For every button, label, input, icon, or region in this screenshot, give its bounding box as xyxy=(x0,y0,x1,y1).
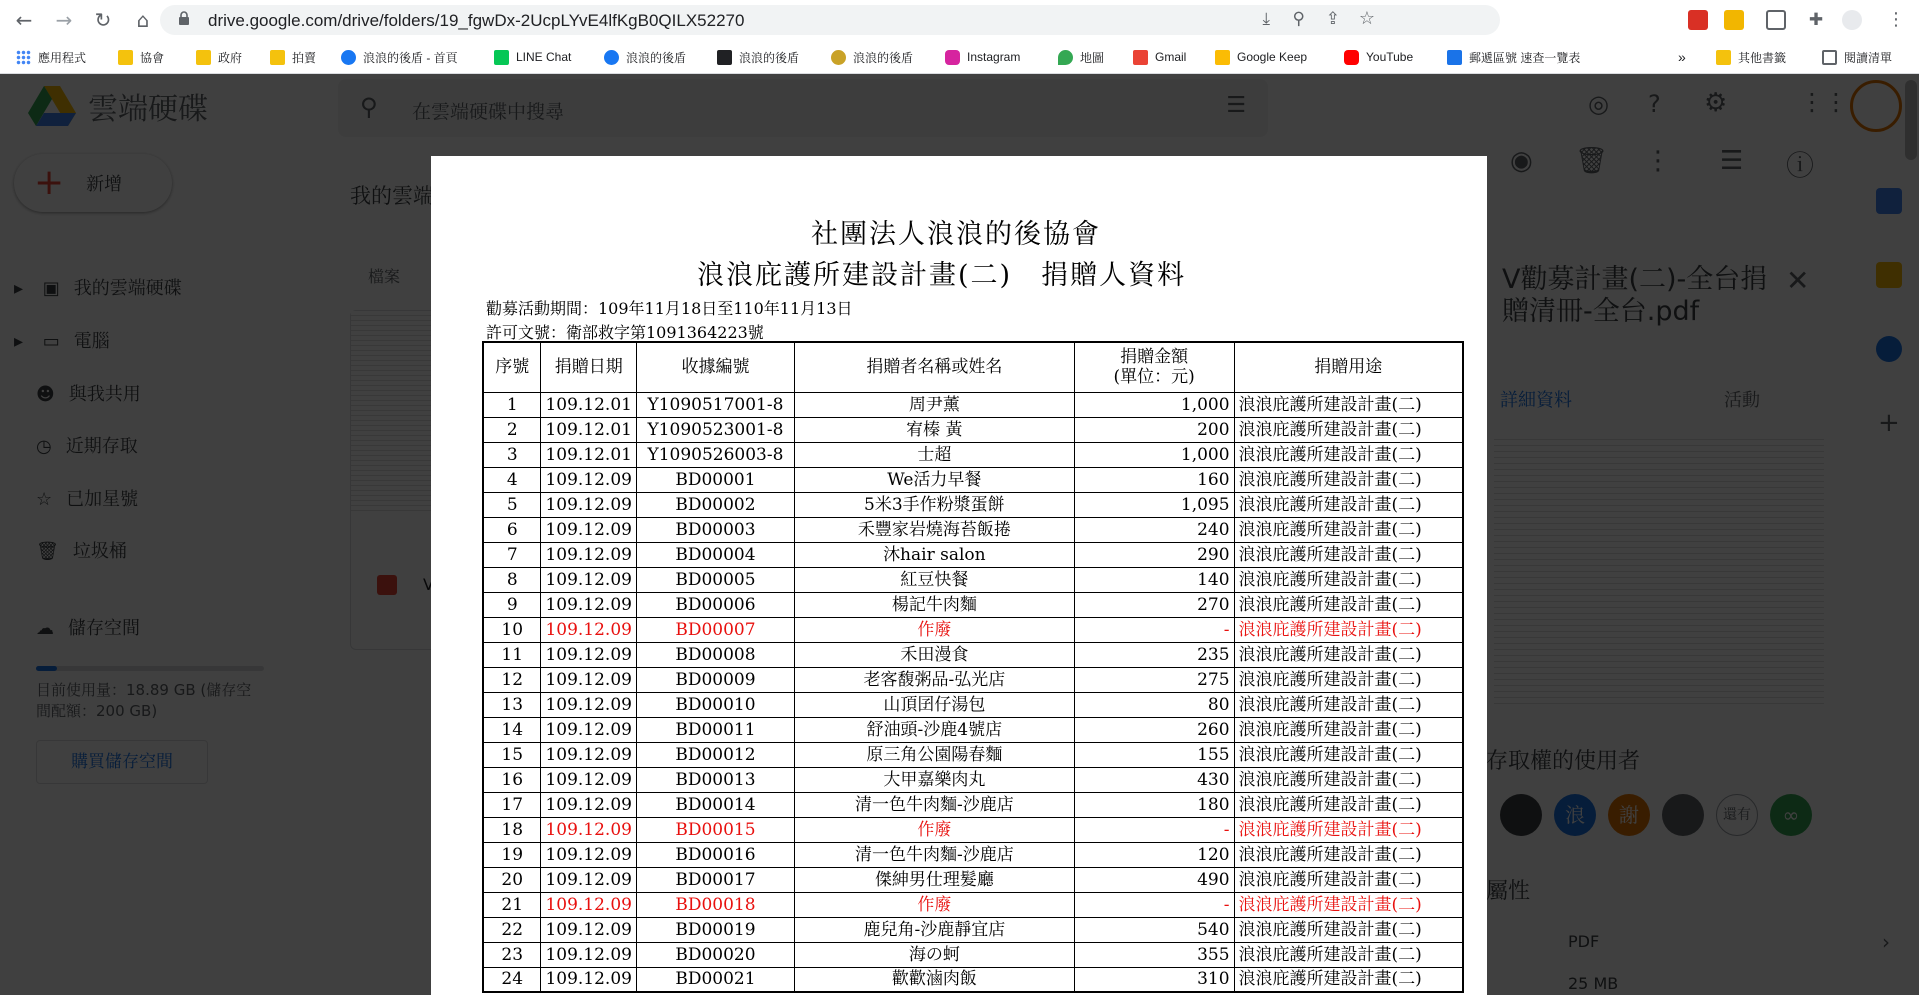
donation-purpose: 浪浪庇護所建設計畫(二) xyxy=(1234,392,1463,417)
table-row xyxy=(483,567,1463,592)
donation-date: 109.12.09 xyxy=(541,567,637,592)
col-header-receipt: 收據編號 xyxy=(636,342,794,392)
col-header-date: 捐贈日期 xyxy=(541,342,637,392)
receipt-number: BD00013 xyxy=(636,767,794,792)
donation-date: 109.12.09 xyxy=(541,792,637,817)
receipt-number: BD00006 xyxy=(636,592,794,617)
donation-date: 109.12.09 xyxy=(541,867,637,892)
table-row xyxy=(483,792,1463,817)
donation-date: 109.12.09 xyxy=(541,967,637,992)
donor-name: 海の蚵 xyxy=(794,942,1074,967)
bookmark-link[interactable]: 郵遞區號 速查一覽表 xyxy=(1447,48,1580,66)
donation-amount: 155 xyxy=(1074,742,1234,767)
apps-grid-icon xyxy=(16,50,31,65)
receipt-number: BD00010 xyxy=(636,692,794,717)
row-number: 15 xyxy=(483,742,541,767)
donor-name: 沐hair salon xyxy=(794,542,1074,567)
bookmark-link[interactable]: Gmail xyxy=(1133,48,1186,66)
donation-purpose: 浪浪庇護所建設計畫(二) xyxy=(1234,442,1463,467)
donation-amount: 310 xyxy=(1074,967,1234,992)
postal-icon xyxy=(1447,50,1462,65)
reload-icon[interactable]: ↻ xyxy=(94,8,112,32)
donor-name: 清一色牛肉麵-沙鹿店 xyxy=(794,842,1074,867)
address-bar[interactable] xyxy=(160,5,1500,35)
receipt-number: BD00019 xyxy=(636,917,794,942)
star-icon[interactable]: ☆ xyxy=(1358,8,1375,29)
donation-date: 109.12.09 xyxy=(541,492,637,517)
table-row xyxy=(483,392,1463,417)
donation-date: 109.12.09 xyxy=(541,917,637,942)
table-row xyxy=(483,642,1463,667)
paw-icon xyxy=(831,50,846,65)
donation-date: 109.12.09 xyxy=(541,692,637,717)
pdf-page xyxy=(431,156,1487,995)
donation-date: 109.12.09 xyxy=(541,617,637,642)
receipt-number: BD00011 xyxy=(636,717,794,742)
facebook-icon xyxy=(341,50,356,65)
donation-date: 109.12.01 xyxy=(541,442,637,467)
row-number: 1 xyxy=(483,392,541,417)
menu-dots-icon[interactable]: ⋮ xyxy=(1887,9,1905,30)
donor-name: 大甲嘉樂肉丸 xyxy=(794,767,1074,792)
row-number: 24 xyxy=(483,967,541,992)
donation-purpose: 浪浪庇護所建設計畫(二) xyxy=(1234,817,1463,842)
bookmark-link[interactable]: Google Keep xyxy=(1215,48,1307,66)
bookmarks-overflow-button[interactable]: » xyxy=(1678,49,1686,65)
donor-name: 禾豐家岩燒海苔飯捲 xyxy=(794,517,1074,542)
row-number: 20 xyxy=(483,867,541,892)
donation-purpose: 浪浪庇護所建設計畫(二) xyxy=(1234,717,1463,742)
donation-amount: 490 xyxy=(1074,867,1234,892)
donor-name: 山頂囝仔湯包 xyxy=(794,692,1074,717)
bookmark-link[interactable]: YouTube xyxy=(1344,48,1413,66)
receipt-number: BD00004 xyxy=(636,542,794,567)
table-row xyxy=(483,592,1463,617)
table-row xyxy=(483,742,1463,767)
donation-purpose: 浪浪庇護所建設計畫(二) xyxy=(1234,742,1463,767)
donor-name: 士超 xyxy=(794,442,1074,467)
row-number: 10 xyxy=(483,617,541,642)
donation-amount: 270 xyxy=(1074,592,1234,617)
donation-amount: 355 xyxy=(1074,942,1234,967)
donation-amount: 1,095 xyxy=(1074,492,1234,517)
bookmark-link[interactable]: 浪浪的後盾 - 首頁 xyxy=(341,48,458,66)
receipt-number: Y1090523001-8 xyxy=(636,417,794,442)
row-number: 17 xyxy=(483,792,541,817)
reading-list-icon xyxy=(1822,50,1837,65)
row-number: 16 xyxy=(483,767,541,792)
receipt-number: BD00021 xyxy=(636,967,794,992)
donation-amount: 430 xyxy=(1074,767,1234,792)
url-text[interactable]: drive.google.com/drive/folders/19_fgwDx-2UcpLYvE4lfKgB0QILX52270 xyxy=(208,11,745,30)
donor-name: 宥榛 黃 xyxy=(794,417,1074,442)
donation-date: 109.12.01 xyxy=(541,392,637,417)
donor-name: 紅豆快餐 xyxy=(794,567,1074,592)
donation-date: 109.12.09 xyxy=(541,592,637,617)
row-number: 9 xyxy=(483,592,541,617)
donation-amount: 240 xyxy=(1074,517,1234,542)
donor-name: 禾田漫食 xyxy=(794,642,1074,667)
profile-avatar-icon[interactable] xyxy=(1842,10,1862,30)
table-row xyxy=(483,767,1463,792)
donation-date: 109.12.09 xyxy=(541,467,637,492)
donor-table-body xyxy=(483,392,1463,992)
donation-date: 109.12.09 xyxy=(541,667,637,692)
zoom-icon[interactable]: ⚲ xyxy=(1292,9,1305,29)
donation-date: 109.12.09 xyxy=(541,842,637,867)
donation-purpose: 浪浪庇護所建設計畫(二) xyxy=(1234,967,1463,992)
keep-icon xyxy=(1215,50,1230,65)
table-header-row xyxy=(483,342,1463,392)
donor-name: 作廢 xyxy=(794,617,1074,642)
row-number: 19 xyxy=(483,842,541,867)
donation-date: 109.12.09 xyxy=(541,817,637,842)
donation-purpose: 浪浪庇護所建設計畫(二) xyxy=(1234,642,1463,667)
table-row xyxy=(483,842,1463,867)
row-number: 4 xyxy=(483,467,541,492)
receipt-number: BD00007 xyxy=(636,617,794,642)
receipt-number: BD00001 xyxy=(636,467,794,492)
donation-amount: 275 xyxy=(1074,667,1234,692)
table-row xyxy=(483,442,1463,467)
row-number: 6 xyxy=(483,517,541,542)
receipt-number: Y1090526003-8 xyxy=(636,442,794,467)
pdf-extension-icon[interactable] xyxy=(1688,10,1708,30)
bookmark-folder[interactable]: 協會 xyxy=(118,48,164,66)
donor-name: 5米3手作粉漿蛋餅 xyxy=(794,492,1074,517)
donation-date: 109.12.09 xyxy=(541,892,637,917)
line-icon xyxy=(494,50,509,65)
donation-amount: 80 xyxy=(1074,692,1234,717)
donation-date: 109.12.09 xyxy=(541,642,637,667)
campaign-period: 勸募活動期間：109年11月18日至110年11月13日 xyxy=(486,299,853,318)
donor-name: 周尹薰 xyxy=(794,392,1074,417)
browser-toolbar xyxy=(0,0,1919,40)
donor-name: 作廢 xyxy=(794,892,1074,917)
permit-number: 許可文號：衛部救字第1091364223號 xyxy=(486,323,764,342)
row-number: 22 xyxy=(483,917,541,942)
donation-purpose: 浪浪庇護所建設計畫(二) xyxy=(1234,942,1463,967)
home-icon[interactable]: ⌂ xyxy=(136,8,150,32)
puzzle-icon[interactable]: ✚ xyxy=(1808,10,1824,30)
donation-purpose: 浪浪庇護所建設計畫(二) xyxy=(1234,867,1463,892)
install-icon[interactable]: ⤓ xyxy=(1262,9,1270,29)
donation-purpose: 浪浪庇護所建設計畫(二) xyxy=(1234,617,1463,642)
table-row xyxy=(483,717,1463,742)
folder-icon xyxy=(1716,50,1731,65)
lock-icon xyxy=(178,11,190,25)
bookmarks-bar xyxy=(0,40,1919,74)
table-row xyxy=(483,417,1463,442)
col-header-no: 序號 xyxy=(483,342,541,392)
table-row xyxy=(483,967,1463,992)
donor-name: 舒油頭-沙鹿4號店 xyxy=(794,717,1074,742)
donor-name: 原三角公園陽春麵 xyxy=(794,742,1074,767)
bookmark-link[interactable]: LINE Chat xyxy=(494,48,571,66)
org-title: 社團法人浪浪的後協會 xyxy=(811,219,1101,250)
maps-icon xyxy=(1058,50,1073,65)
donation-purpose: 浪浪庇護所建設計畫(二) xyxy=(1234,592,1463,617)
donation-purpose: 浪浪庇護所建設計畫(二) xyxy=(1234,767,1463,792)
row-number: 18 xyxy=(483,817,541,842)
donation-purpose: 浪浪庇護所建設計畫(二) xyxy=(1234,842,1463,867)
row-number: 13 xyxy=(483,692,541,717)
receipt-number: BD00015 xyxy=(636,817,794,842)
table-row xyxy=(483,942,1463,967)
donation-purpose: 浪浪庇護所建設計畫(二) xyxy=(1234,517,1463,542)
donation-purpose: 浪浪庇護所建設計畫(二) xyxy=(1234,542,1463,567)
table-row xyxy=(483,617,1463,642)
donation-date: 109.12.09 xyxy=(541,517,637,542)
donor-name: 老客馥粥品-弘光店 xyxy=(794,667,1074,692)
donation-purpose: 浪浪庇護所建設計畫(二) xyxy=(1234,892,1463,917)
donation-amount: 200 xyxy=(1074,417,1234,442)
donation-amount: 260 xyxy=(1074,717,1234,742)
table-row xyxy=(483,517,1463,542)
donation-amount: 160 xyxy=(1074,467,1234,492)
col-header-purpose: 捐贈用途 xyxy=(1234,342,1463,392)
donor-name: 作廢 xyxy=(794,817,1074,842)
donation-purpose: 浪浪庇護所建設計畫(二) xyxy=(1234,792,1463,817)
donation-amount: 540 xyxy=(1074,917,1234,942)
donor-name: 歡歡滷肉飯 xyxy=(794,967,1074,992)
donation-amount: 235 xyxy=(1074,642,1234,667)
bookmark-link[interactable]: 浪浪的後盾 xyxy=(717,48,799,66)
receipt-number: BD00017 xyxy=(636,867,794,892)
donation-date: 109.12.09 xyxy=(541,942,637,967)
receipt-number: BD00018 xyxy=(636,892,794,917)
row-number: 8 xyxy=(483,567,541,592)
donor-name: 楊記牛肉麵 xyxy=(794,592,1074,617)
donor-table xyxy=(482,341,1464,993)
receipt-number: BD00012 xyxy=(636,742,794,767)
instagram-icon xyxy=(945,50,960,65)
row-number: 3 xyxy=(483,442,541,467)
document-title: 浪浪庇護所建設計畫(二) 捐贈人資料 xyxy=(697,260,1187,291)
receipt-number: BD00014 xyxy=(636,792,794,817)
receipt-number: BD00002 xyxy=(636,492,794,517)
donation-amount: - xyxy=(1074,617,1234,642)
col-header-amount: 捐贈金額 (單位：元) xyxy=(1074,342,1234,392)
donation-date: 109.12.09 xyxy=(541,542,637,567)
table-row xyxy=(483,692,1463,717)
bookmark-folder[interactable]: 政府 xyxy=(196,48,242,66)
row-number: 11 xyxy=(483,642,541,667)
table-row xyxy=(483,667,1463,692)
row-number: 12 xyxy=(483,667,541,692)
chat-extension-icon[interactable] xyxy=(1766,10,1786,30)
row-number: 21 xyxy=(483,892,541,917)
row-number: 14 xyxy=(483,717,541,742)
donation-purpose: 浪浪庇護所建設計畫(二) xyxy=(1234,417,1463,442)
youtube-icon xyxy=(1344,50,1359,65)
bookmark-link[interactable]: Instagram xyxy=(945,48,1020,66)
receipt-number: BD00016 xyxy=(636,842,794,867)
bookmark-link[interactable]: 地圖 xyxy=(1058,48,1104,66)
donation-amount: 1,000 xyxy=(1074,442,1234,467)
row-number: 2 xyxy=(483,417,541,442)
bookmark-folder[interactable]: 拍賣 xyxy=(270,48,316,66)
donation-date: 109.12.09 xyxy=(541,742,637,767)
table-row xyxy=(483,817,1463,842)
donation-purpose: 浪浪庇護所建設計畫(二) xyxy=(1234,667,1463,692)
donation-purpose: 浪浪庇護所建設計畫(二) xyxy=(1234,467,1463,492)
donation-date: 109.12.09 xyxy=(541,717,637,742)
table-row xyxy=(483,492,1463,517)
folder-icon xyxy=(118,50,133,65)
donation-amount: 1,000 xyxy=(1074,392,1234,417)
reading-list-button[interactable]: 閱讀清單 xyxy=(1822,48,1892,66)
folder-icon xyxy=(270,50,285,65)
gmail-icon xyxy=(1133,50,1148,65)
receipt-number: BD00005 xyxy=(636,567,794,592)
col-header-donor: 捐贈者名稱或姓名 xyxy=(794,342,1074,392)
facebook-icon xyxy=(604,50,619,65)
donation-date: 109.12.09 xyxy=(541,767,637,792)
donor-name: 鹿兒角-沙鹿靜宜店 xyxy=(794,917,1074,942)
bookmark-other-folder[interactable]: 其他書籤 xyxy=(1716,48,1786,66)
donor-name: 傑紳男仕理髮廳 xyxy=(794,867,1074,892)
receipt-number: Y1090517001-8 xyxy=(636,392,794,417)
back-icon[interactable]: ← xyxy=(15,8,33,32)
table-row xyxy=(483,867,1463,892)
donor-name: 清一色牛肉麵-沙鹿店 xyxy=(794,792,1074,817)
donation-purpose: 浪浪庇護所建設計畫(二) xyxy=(1234,567,1463,592)
share-icon[interactable]: ⇪ xyxy=(1325,9,1340,29)
donation-amount: 180 xyxy=(1074,792,1234,817)
receipt-number: BD00020 xyxy=(636,942,794,967)
donor-name: We活力早餐 xyxy=(794,467,1074,492)
row-number: 23 xyxy=(483,942,541,967)
donation-amount: 290 xyxy=(1074,542,1234,567)
row-number: 7 xyxy=(483,542,541,567)
donation-amount: - xyxy=(1074,817,1234,842)
bookmark-link[interactable]: 浪浪的後盾 xyxy=(831,48,913,66)
bookmark-link[interactable]: 浪浪的後盾 xyxy=(604,48,686,66)
table-row xyxy=(483,467,1463,492)
receipt-number: BD00009 xyxy=(636,667,794,692)
table-row xyxy=(483,892,1463,917)
donation-purpose: 浪浪庇護所建設計畫(二) xyxy=(1234,492,1463,517)
donation-amount: 120 xyxy=(1074,842,1234,867)
donation-amount: 140 xyxy=(1074,567,1234,592)
donation-amount: - xyxy=(1074,892,1234,917)
table-row xyxy=(483,917,1463,942)
forward-icon[interactable]: → xyxy=(55,8,73,32)
bookmark-apps[interactable]: 應用程式 xyxy=(16,48,86,66)
receipt-number: BD00003 xyxy=(636,517,794,542)
table-row xyxy=(483,542,1463,567)
receipt-number: BD00008 xyxy=(636,642,794,667)
smart-extension-icon[interactable] xyxy=(1724,10,1744,30)
donation-purpose: 浪浪庇護所建設計畫(二) xyxy=(1234,692,1463,717)
folder-icon xyxy=(196,50,211,65)
app-icon xyxy=(717,50,732,65)
donation-purpose: 浪浪庇護所建設計畫(二) xyxy=(1234,917,1463,942)
row-number: 5 xyxy=(483,492,541,517)
donation-date: 109.12.01 xyxy=(541,417,637,442)
